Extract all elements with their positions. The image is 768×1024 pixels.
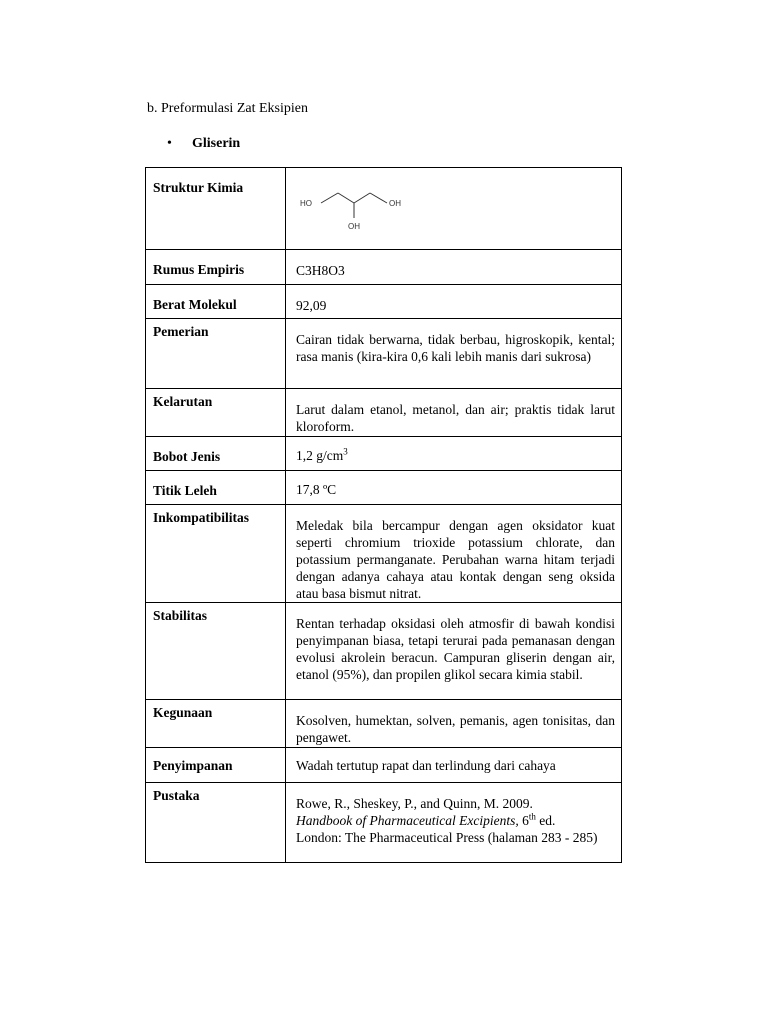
- row-label: Rumus Empiris: [146, 250, 286, 285]
- glycerol-structure-image: [296, 184, 426, 234]
- reference-line: Rowe, R., Sheskey, P., and Quinn, M. 2009.: [296, 796, 533, 811]
- row-label: Titik Leleh: [146, 471, 286, 505]
- table-row: [146, 389, 622, 437]
- density-superscript: 3: [343, 446, 348, 457]
- table-row: [146, 700, 622, 748]
- structure-atom-label: HO: [300, 199, 312, 208]
- row-label: Struktur Kimia: [146, 168, 286, 250]
- structure-cell: [286, 168, 622, 250]
- reference-line: London: The Pharmaceutical Press (halaman 283 - 285): [296, 830, 598, 845]
- row-label: Berat Molekul: [146, 285, 286, 319]
- row-label: Pustaka: [146, 783, 286, 863]
- row-label: Stabilitas: [146, 603, 286, 700]
- table-row: [146, 285, 622, 319]
- row-label: Penyimpanan: [146, 748, 286, 783]
- row-value: Cairan tidak berwarna, tidak berbau, higroskopik, kental; rasa manis (kira-kira 0,6 kali lebih manis dari sukrosa): [286, 319, 622, 389]
- row-label: Kegunaan: [146, 700, 286, 748]
- row-value: Rentan terhadap oksidasi oleh atmosfir di bawah kondisi penyimpanan biasa, tetapi terurai pada pemanasan dengan evolusi akrolein beracun. Campuran gliserin dengan air, etanol (95%), dan propilen glikol secara kimia stabil.: [286, 603, 622, 700]
- row-value: Wadah tertutup rapat dan terlindung dari cahaya: [286, 748, 622, 783]
- bullet-label: Gliserin: [192, 136, 241, 151]
- row-value: C3H8O3: [286, 250, 622, 285]
- row-label: Inkompatibilitas: [146, 505, 286, 603]
- structure-atom-label: OH: [348, 222, 360, 231]
- reference-cell: [286, 783, 622, 863]
- table-row: [146, 783, 622, 863]
- table-row: [146, 505, 622, 603]
- reference-edition-superscript: th: [528, 811, 536, 822]
- table-row: [146, 748, 622, 783]
- bullet-item-gliserin: [167, 136, 241, 152]
- table-row: [146, 319, 622, 389]
- row-value: Larut dalam etanol, metanol, dan air; praktis tidak larut kloroform.: [286, 389, 622, 437]
- row-label: Pemerian: [146, 319, 286, 389]
- row-value: 17,8 ºC: [286, 471, 622, 505]
- reference-line: [296, 812, 615, 829]
- row-value: [286, 437, 622, 471]
- table-row: [146, 250, 622, 285]
- section-heading: b. Preformulasi Zat Eksipien: [147, 101, 308, 116]
- row-label: Bobot Jenis: [146, 437, 286, 471]
- bullet-icon: •: [167, 136, 172, 151]
- table-row: [146, 603, 622, 700]
- structure-atom-label: OH: [389, 199, 401, 208]
- reference-edition-suffix: ed.: [535, 813, 556, 828]
- reference-title: Handbook of Pharmaceutical Excipients,: [296, 813, 519, 828]
- row-value: Kosolven, humektan, solven, pemanis, agen tonisitas, dan pengawet.: [286, 700, 622, 748]
- row-value: 92,09: [286, 285, 622, 319]
- row-label: Kelarutan: [146, 389, 286, 437]
- reference-edition: 6: [522, 813, 529, 828]
- row-value: Meledak bila bercampur dengan agen oksidator kuat seperti chromium trioxide potassium chlorate, dan potassium permanganate. Perubahan warna hitam terjadi dengan adanya cahaya atau kontak dengan seng oksida atau basa bismut nitrat.: [286, 505, 622, 603]
- density-value: 1,2 g/cm: [296, 448, 344, 463]
- table-row: [146, 471, 622, 505]
- table-row: [146, 168, 622, 250]
- table-row: [146, 437, 622, 471]
- monograph-table: [145, 167, 622, 863]
